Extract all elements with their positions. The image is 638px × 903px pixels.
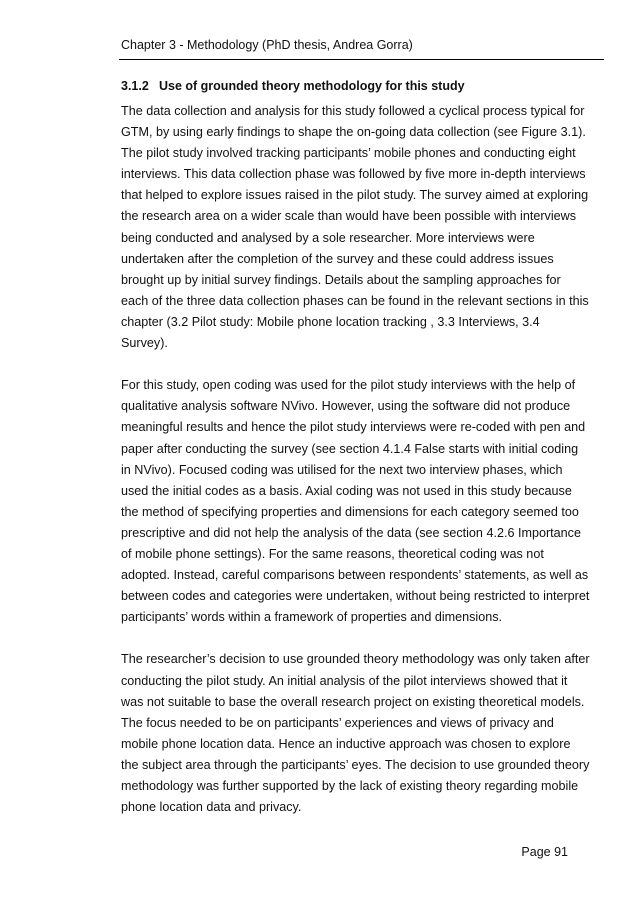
text-line: paper after conducting the survey (see section 4.1.4 False starts with initial coding bbox=[121, 441, 579, 456]
text-line: adopted. Instead, careful comparisons between respondents’ statements, as well as bbox=[121, 568, 589, 583]
section-number: 3.1.2 bbox=[121, 79, 149, 93]
text-line: the research area on a wider scale than would have been possible with interviews bbox=[121, 209, 577, 224]
body-text bbox=[121, 101, 590, 818]
paragraph bbox=[121, 101, 589, 354]
text-line: GTM, by using early findings to shape the on-going data collection (see Figure 3.1). bbox=[121, 125, 586, 140]
text-line: chapter (3.2 Pilot study: Mobile phone location tracking , 3.3 Interviews, 3.4 bbox=[121, 314, 540, 329]
text-line: was not suitable to base the overall research project on existing theoretical models. bbox=[121, 694, 585, 709]
text-line: the subject area through the participants’ eyes. The decision to use grounded theory bbox=[121, 757, 590, 772]
text-line: of mobile phone settings). For the same reasons, theoretical coding was not bbox=[121, 546, 544, 561]
text-line: conducting the pilot study. An initial analysis of the pilot interviews showed that it bbox=[121, 673, 568, 688]
text-line: The data collection and analysis for this study followed a cyclical process typical for bbox=[121, 104, 585, 118]
text-line: that helped to explore issues raised in the pilot study. The survey aimed at exploring bbox=[121, 188, 589, 203]
text-line: prescriptive and did not help the analysis of the data (see section 4.2.6 Importance bbox=[121, 525, 581, 540]
text-line: mobile phone location data. Hence an inductive approach was chosen to explore bbox=[121, 736, 571, 751]
text-line: The researcher’s decision to use grounded theory methodology was only taken after bbox=[121, 652, 590, 667]
text-line: each of the three data collection phases can be found in the relevant sections in this bbox=[121, 293, 589, 308]
text-line: The pilot study involved tracking participants’ mobile phones and conducting eight bbox=[121, 146, 576, 161]
text-line: For this study, open coding was used for the pilot study interviews with the help of bbox=[121, 378, 576, 393]
text-line: between codes and categories were undertaken, without being restricted to interpret bbox=[121, 589, 590, 604]
text-line: being conducted and analysed by a sole researcher. More interviews were bbox=[121, 230, 535, 245]
text-line: the method of specifying properties and dimensions for each category seemed too bbox=[121, 504, 579, 519]
paragraph bbox=[121, 375, 590, 628]
text-line: meaningful results and hence the pilot study interviews were re-coded with pen and bbox=[121, 420, 586, 435]
page-number: Page 91 bbox=[521, 845, 568, 859]
text-line: phone location data and privacy. bbox=[121, 800, 302, 815]
text-line: brought up by initial survey findings. Details about the sampling approaches for bbox=[121, 272, 561, 287]
text-line: interviews. This data collection phase was followed by five more in-depth interviews bbox=[121, 167, 586, 182]
section-title: Use of grounded theory methodology for this study bbox=[159, 79, 465, 93]
text-line: in NVivo). Focused coding was utilised for the next two interview phases, which bbox=[121, 462, 563, 477]
text-line: methodology was further supported by the lack of existing theory regarding mobile bbox=[121, 779, 579, 793]
running-header: Chapter 3 - Methodology (PhD thesis, Andrea Gorra) bbox=[121, 38, 413, 52]
text-line: qualitative analysis software NVivo. However, using the software did not produce bbox=[121, 399, 571, 414]
paragraph bbox=[121, 649, 590, 818]
text-line: The focus needed to be on participants’ experiences and views of privacy and bbox=[121, 715, 554, 730]
text-line: Survey). bbox=[121, 336, 168, 351]
header-rule bbox=[119, 59, 604, 60]
text-line: undertaken after the completion of the survey and these could address issues bbox=[121, 251, 554, 266]
text-line: participants’ words within a framework of properties and dimensions. bbox=[121, 610, 503, 625]
section-heading bbox=[121, 78, 465, 94]
text-line: used the initial codes as a basis. Axial coding was not used in this study because bbox=[121, 483, 572, 498]
